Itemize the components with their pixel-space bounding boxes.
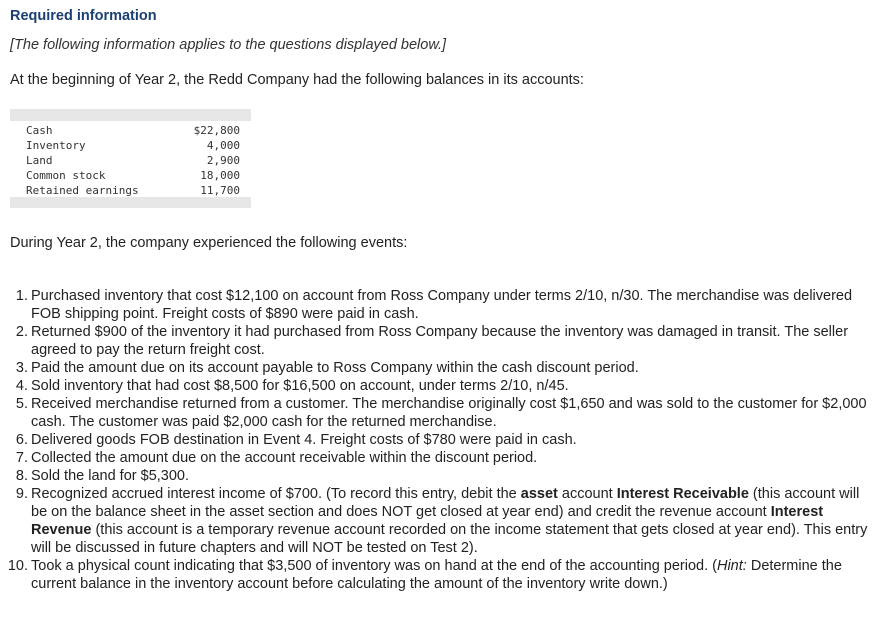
account-amount: 4,000 bbox=[206, 139, 240, 152]
event-bold-term: Interest Receivable bbox=[616, 486, 749, 502]
account-amount: 18,000 bbox=[200, 169, 240, 182]
event-bold-term: Interest Revenue bbox=[31, 504, 824, 538]
event-text: Sold the land for $5,300. bbox=[31, 468, 190, 484]
account-name: Retained earnings bbox=[26, 184, 139, 197]
event-text-part: account bbox=[557, 486, 617, 502]
event-text: Received merchandise returned from a customer. The merchandise originally cost $1,650 and was sold to the customer for $2,000 cash. The customer was paid $2,000 cash for the returned merchandise. bbox=[31, 396, 867, 430]
balances-table bbox=[26, 123, 240, 198]
account-name: Common stock bbox=[26, 169, 106, 182]
account-amount: 2,900 bbox=[206, 154, 240, 167]
list-item bbox=[0, 359, 870, 377]
balances-table-frame bbox=[10, 109, 251, 208]
event-number: 5. bbox=[15, 396, 28, 412]
required-information-heading: Required information bbox=[10, 8, 157, 24]
event-text: Delivered goods FOB destination in Event 4. Freight costs of $780 were paid in cash. bbox=[31, 432, 577, 448]
event-text-part: Determine the current balance in the inventory account before calculating the amount of the inventory write down.) bbox=[31, 558, 842, 592]
event-text bbox=[31, 486, 867, 556]
account-name: Inventory bbox=[26, 139, 86, 152]
list-item bbox=[0, 449, 870, 467]
instructions-note: [The following information applies to the questions displayed below.] bbox=[10, 37, 447, 53]
balances-intro: At the beginning of Year 2, the Redd Company had the following balances in its accounts: bbox=[10, 72, 584, 88]
event-text: Purchased inventory that cost $12,100 on account from Ross Company under terms 2/10, n/30. The merchandise was delivered FOB shipping point. Freight costs of $890 were paid in cash. bbox=[31, 288, 853, 322]
event-number: 8. bbox=[15, 468, 28, 484]
list-item bbox=[0, 485, 870, 557]
event-number: 6. bbox=[15, 432, 28, 448]
list-item bbox=[0, 323, 870, 359]
event-number: 2. bbox=[15, 324, 28, 340]
list-item bbox=[0, 467, 870, 485]
account-amount: $22,800 bbox=[193, 124, 240, 137]
table-row bbox=[26, 138, 240, 153]
event-text bbox=[31, 558, 842, 592]
list-item bbox=[0, 395, 870, 431]
event-text-part: Took a physical count indicating that $3,500 of inventory was on hand at the end of the accounting period. ( bbox=[31, 558, 717, 574]
table-row bbox=[26, 123, 240, 138]
event-number: 3. bbox=[15, 360, 28, 376]
event-text-part: (this account is a temporary revenue account recorded on the income statement that gets closed at year end). This entry will be discussed in future chapters and will NOT be tested on Test 2). bbox=[31, 522, 868, 556]
event-number: 4. bbox=[15, 378, 28, 394]
list-item bbox=[0, 431, 870, 449]
event-number: 9. bbox=[15, 486, 28, 502]
event-number: 7. bbox=[15, 450, 28, 466]
account-amount: 11,700 bbox=[200, 184, 240, 197]
event-text-part: (this account will be on the balance sheet in the asset section and does NOT get closed at year end) and credit the revenue account bbox=[31, 486, 860, 520]
event-number: 1. bbox=[15, 288, 28, 304]
table-row bbox=[26, 183, 240, 198]
event-hint-label: Hint: bbox=[716, 558, 747, 574]
events-intro: During Year 2, the company experienced the following events: bbox=[10, 235, 408, 251]
event-text: Returned $900 of the inventory it had purchased from Ross Company because the inventory was damaged in transit. The seller agreed to pay the return freight cost. bbox=[31, 324, 849, 358]
event-bold-term: asset bbox=[520, 486, 558, 502]
table-row bbox=[26, 168, 240, 183]
events-list bbox=[0, 287, 870, 593]
event-text: Sold inventory that had cost $8,500 for $16,500 on account, under terms 2/10, n/45. bbox=[31, 378, 569, 394]
account-name: Land bbox=[26, 154, 53, 167]
list-item bbox=[0, 557, 870, 593]
event-text: Paid the amount due on its account payable to Ross Company within the cash discount period. bbox=[31, 360, 639, 376]
event-number: 10. bbox=[7, 558, 28, 574]
table-row bbox=[26, 153, 240, 168]
list-item bbox=[0, 377, 870, 395]
account-name: Cash bbox=[26, 124, 53, 137]
list-item bbox=[0, 287, 870, 323]
event-text-part: Recognized accrued interest income of $700. (To record this entry, debit the bbox=[31, 486, 521, 502]
event-text: Collected the amount due on the account receivable within the discount period. bbox=[31, 450, 538, 466]
